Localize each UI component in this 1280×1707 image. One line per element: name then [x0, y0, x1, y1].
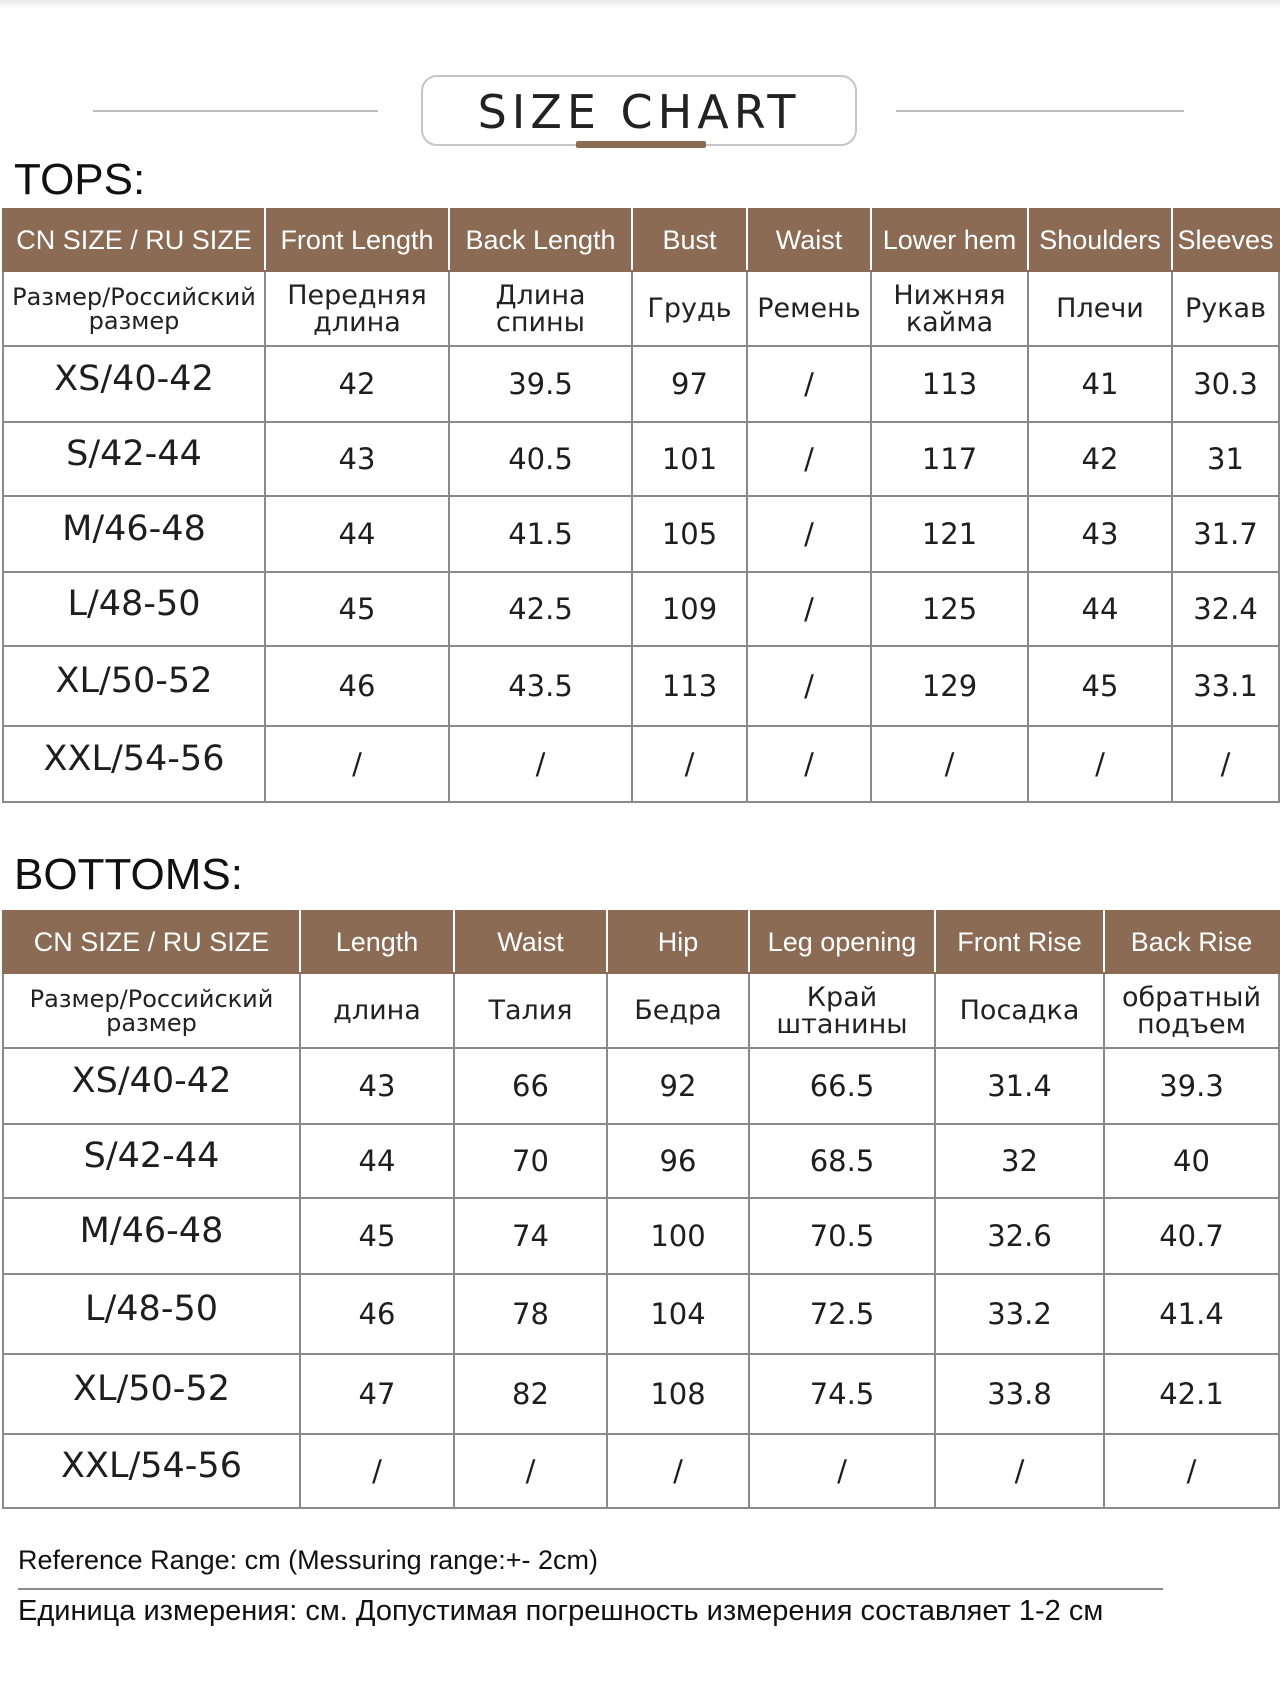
ru-header-line: Талия: [488, 995, 573, 1026]
size-cell: XS/40-42: [3, 346, 265, 422]
tops-header-2: Back Length: [449, 209, 632, 271]
bottoms-header-5: Front Rise: [935, 911, 1104, 973]
value-cell: 32.6: [935, 1198, 1104, 1274]
ru-header-line: Длина: [495, 279, 586, 311]
ru-header-line: Размер/Российский: [29, 984, 274, 1013]
value-cell: 121: [871, 496, 1028, 572]
bottoms-header-3: Hip: [607, 911, 749, 973]
table-row: [3, 1198, 1279, 1274]
value-cell: 44: [1028, 572, 1172, 646]
size-cell: L/48-50: [3, 1274, 300, 1354]
value-cell: 42: [265, 346, 449, 422]
size-cell: L/48-50: [3, 572, 265, 646]
footer-measurement-note: Единица измерения: см. Допустимая погрешность измерения составляет 1-2 см: [18, 1595, 1104, 1627]
ru-header-line: Ремень: [757, 293, 861, 324]
value-cell: 97: [632, 346, 747, 422]
bottoms-header-6: Back Rise: [1104, 911, 1279, 973]
value-cell: 129: [871, 646, 1028, 726]
ru-header-line: длина: [313, 306, 401, 338]
ru-header-line: размер: [88, 306, 180, 335]
value-cell: 68.5: [749, 1124, 935, 1198]
value-cell: 74: [454, 1198, 607, 1274]
value-cell: 31.4: [935, 1048, 1104, 1124]
value-cell: 43.5: [449, 646, 632, 726]
size-cell: XXL/54-56: [3, 1434, 300, 1508]
value-cell: 72.5: [749, 1274, 935, 1354]
value-cell: 109: [632, 572, 747, 646]
value-cell: /: [747, 572, 871, 646]
bottoms-header-0: CN SIZE / RU SIZE: [3, 911, 300, 973]
value-cell: 42.1: [1104, 1354, 1279, 1434]
value-cell: /: [747, 726, 871, 802]
footer-reference-range: Reference Range: cm (Messuring range:+- 2cm): [18, 1545, 598, 1575]
value-cell: /: [1172, 726, 1279, 802]
tops-ru-header-0: [3, 271, 265, 346]
bottoms-ru-header-4: [749, 973, 935, 1048]
tops-ru-header-6: [1028, 271, 1172, 346]
value-cell: 41.4: [1104, 1274, 1279, 1354]
value-cell: /: [632, 726, 747, 802]
value-cell: 101: [632, 422, 747, 496]
value-cell: /: [1104, 1434, 1279, 1508]
bottoms-ru-header-1: [300, 973, 454, 1048]
value-cell: 45: [300, 1198, 454, 1274]
value-cell: 31: [1172, 422, 1279, 496]
value-cell: 39.3: [1104, 1048, 1279, 1124]
size-cell: XL/50-52: [3, 1354, 300, 1434]
bottoms-ru-header-0: [3, 973, 300, 1048]
value-cell: 105: [632, 496, 747, 572]
table-row: [3, 1434, 1279, 1508]
table-row: [3, 346, 1279, 422]
value-cell: 100: [607, 1198, 749, 1274]
value-cell: /: [607, 1434, 749, 1508]
tops-header-4: Waist: [747, 209, 871, 271]
value-cell: 32: [935, 1124, 1104, 1198]
tops-ru-header-4: [747, 271, 871, 346]
value-cell: 92: [607, 1048, 749, 1124]
ru-header-line: Бедра: [634, 995, 722, 1026]
ru-header-line: Посадка: [959, 995, 1080, 1026]
tops-table: [2, 208, 1280, 803]
tops-header-3: Bust: [632, 209, 747, 271]
value-cell: /: [454, 1434, 607, 1508]
value-cell: 40.7: [1104, 1198, 1279, 1274]
size-cell: XS/40-42: [3, 1048, 300, 1124]
value-cell: 96: [607, 1124, 749, 1198]
value-cell: 33.1: [1172, 646, 1279, 726]
table-row: [3, 496, 1279, 572]
value-cell: 74.5: [749, 1354, 935, 1434]
ru-header-line: Грудь: [647, 293, 732, 324]
bottoms-ru-header-row: [3, 973, 1279, 1048]
value-cell: /: [749, 1434, 935, 1508]
bottoms-ru-header-3: [607, 973, 749, 1048]
value-cell: 70: [454, 1124, 607, 1198]
value-cell: 43: [300, 1048, 454, 1124]
value-cell: 33.2: [935, 1274, 1104, 1354]
value-cell: /: [747, 422, 871, 496]
tops-ru-header-7: [1172, 271, 1279, 346]
value-cell: 41.5: [449, 496, 632, 572]
tops-header-row: [3, 209, 1279, 271]
table-row: [3, 1274, 1279, 1354]
value-cell: 44: [300, 1124, 454, 1198]
value-cell: 108: [607, 1354, 749, 1434]
table-row: [3, 1124, 1279, 1198]
table-row: [3, 572, 1279, 646]
value-cell: 66.5: [749, 1048, 935, 1124]
footer-divider: [18, 1588, 1163, 1590]
ru-header-line: Плечи: [1056, 293, 1144, 324]
value-cell: 43: [1028, 496, 1172, 572]
ru-header-line: Передняя: [287, 279, 427, 311]
value-cell: 45: [1028, 646, 1172, 726]
bottoms-ru-header-5: [935, 973, 1104, 1048]
value-cell: 125: [871, 572, 1028, 646]
value-cell: 42.5: [449, 572, 632, 646]
ru-header-line: размер: [106, 1008, 197, 1037]
bottoms-header-1: Length: [300, 911, 454, 973]
value-cell: 104: [607, 1274, 749, 1354]
value-cell: /: [871, 726, 1028, 802]
tops-header-7: Sleeves: [1172, 209, 1279, 271]
tops-ru-header-3: [632, 271, 747, 346]
ru-header-line: штанины: [776, 1008, 908, 1040]
bottoms-ru-header-6: [1104, 973, 1279, 1048]
tops-ru-header-2: [449, 271, 632, 346]
title-underline: [576, 141, 706, 148]
table-row: [3, 1354, 1279, 1434]
value-cell: 82: [454, 1354, 607, 1434]
ru-header-line: подъем: [1137, 1008, 1246, 1040]
value-cell: /: [747, 496, 871, 572]
value-cell: /: [747, 346, 871, 422]
size-cell: M/46-48: [3, 496, 265, 572]
value-cell: 40.5: [449, 422, 632, 496]
tops-header-1: Front Length: [265, 209, 449, 271]
bottoms-label: BOTTOMS:: [14, 850, 243, 899]
value-cell: /: [449, 726, 632, 802]
value-cell: 78: [454, 1274, 607, 1354]
ru-header-line: Край: [806, 981, 878, 1013]
ru-header-line: Нижняя: [893, 279, 1006, 311]
value-cell: /: [265, 726, 449, 802]
value-cell: 43: [265, 422, 449, 496]
tops-header-0: CN SIZE / RU SIZE: [3, 209, 265, 271]
value-cell: 117: [871, 422, 1028, 496]
bottoms-header-4: Leg opening: [749, 911, 935, 973]
table-row: [3, 422, 1279, 496]
size-chart-badge: [421, 75, 857, 146]
table-row: [3, 1048, 1279, 1124]
value-cell: /: [1028, 726, 1172, 802]
value-cell: 47: [300, 1354, 454, 1434]
ru-header-line: Размер/Российский: [12, 282, 256, 311]
size-cell: M/46-48: [3, 1198, 300, 1274]
ru-header-line: обратный: [1121, 981, 1262, 1013]
value-cell: /: [935, 1434, 1104, 1508]
value-cell: 113: [632, 646, 747, 726]
size-cell: XL/50-52: [3, 646, 265, 726]
ru-header-line: спины: [495, 306, 585, 338]
value-cell: 33.8: [935, 1354, 1104, 1434]
bottoms-table: [2, 910, 1280, 1509]
bottoms-header-2: Waist: [454, 911, 607, 973]
table-row: [3, 726, 1279, 802]
value-cell: 70.5: [749, 1198, 935, 1274]
value-cell: /: [747, 646, 871, 726]
size-cell: S/42-44: [3, 422, 265, 496]
size-cell: XXL/54-56: [3, 726, 265, 802]
value-cell: 46: [265, 646, 449, 726]
ru-header-line: Рукав: [1184, 293, 1267, 324]
size-cell: S/42-44: [3, 1124, 300, 1198]
tops-header-6: Shoulders: [1028, 209, 1172, 271]
value-cell: 30.3: [1172, 346, 1279, 422]
value-cell: 42: [1028, 422, 1172, 496]
table-row: [3, 646, 1279, 726]
header-line-right: [896, 110, 1184, 112]
tops-header-5: Lower hem: [871, 209, 1028, 271]
page-title: SIZE CHART: [477, 85, 801, 139]
value-cell: 44: [265, 496, 449, 572]
bottoms-header-row: [3, 911, 1279, 973]
top-fade: [0, 0, 1280, 8]
value-cell: 39.5: [449, 346, 632, 422]
value-cell: 66: [454, 1048, 607, 1124]
ru-header-line: кайма: [905, 306, 994, 338]
value-cell: 45: [265, 572, 449, 646]
tops-ru-header-row: [3, 271, 1279, 346]
tops-ru-header-5: [871, 271, 1028, 346]
value-cell: 41: [1028, 346, 1172, 422]
value-cell: /: [300, 1434, 454, 1508]
value-cell: 113: [871, 346, 1028, 422]
tops-ru-header-1: [265, 271, 449, 346]
value-cell: 31.7: [1172, 496, 1279, 572]
header-line-left: [93, 110, 378, 112]
value-cell: 46: [300, 1274, 454, 1354]
value-cell: 32.4: [1172, 572, 1279, 646]
bottoms-ru-header-2: [454, 973, 607, 1048]
tops-label: TOPS:: [14, 155, 146, 204]
ru-header-line: длина: [333, 995, 421, 1026]
value-cell: 40: [1104, 1124, 1279, 1198]
